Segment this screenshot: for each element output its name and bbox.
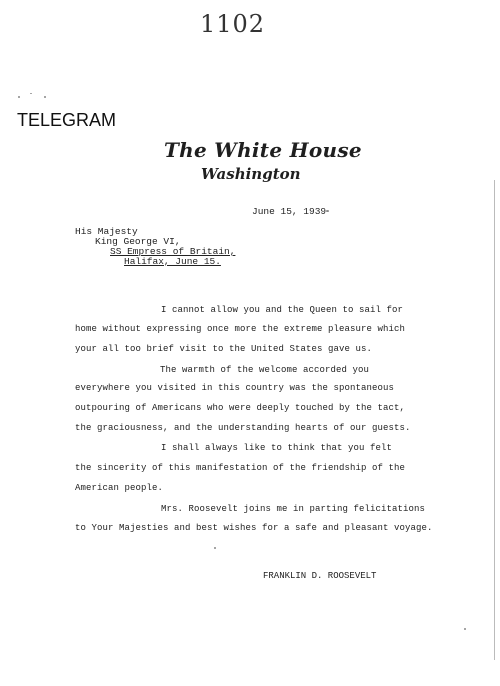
scan-speck	[30, 93, 32, 94]
body-line: the sincerity of this manifestation of the friendship of the	[75, 463, 406, 473]
body-line: Mrs. Roosevelt joins me in parting felicitations	[161, 504, 426, 514]
body-line: I shall always like to think that you felt	[161, 443, 393, 453]
body-line: your all too brief visit to the United States gave us.	[75, 344, 373, 354]
letter-date: June 15, 1939	[252, 206, 327, 217]
scan-speck	[214, 547, 216, 549]
body-line: home without expressing once more the extreme pleasure which	[75, 324, 406, 334]
letterhead-subtitle: Washington	[201, 165, 301, 183]
letterhead-title: The White House	[164, 138, 362, 162]
signature-name: FRANKLIN D. ROOSEVELT	[263, 571, 377, 581]
scan-speck	[326, 210, 329, 212]
body-line: American people.	[75, 483, 164, 493]
handwritten-document-number: 1102	[200, 10, 266, 38]
scan-speck	[18, 96, 20, 98]
body-line: I cannot allow you and the Queen to sail for	[161, 305, 404, 315]
body-line: outpouring of Americans who were deeply touched by the tact,	[75, 403, 406, 413]
body-line: everywhere you visited in this country was the spontaneous	[75, 383, 395, 393]
address-line: King George VI,	[95, 236, 181, 247]
scan-speck	[464, 628, 466, 630]
scan-edge-line	[494, 180, 495, 660]
address-line: His Majesty	[75, 226, 138, 237]
body-line: the graciousness, and the understanding hearts of our guests.	[75, 423, 411, 433]
scan-speck	[44, 96, 46, 98]
body-line: The warmth of the welcome accorded you	[160, 365, 370, 375]
address-line: Halifax, June 15.	[124, 256, 221, 267]
address-line: SS Empress of Britain,	[110, 246, 236, 257]
body-line: to Your Majesties and best wishes for a safe and pleasant voyage.	[75, 523, 433, 533]
telegram-label: TELEGRAM	[17, 110, 117, 130]
